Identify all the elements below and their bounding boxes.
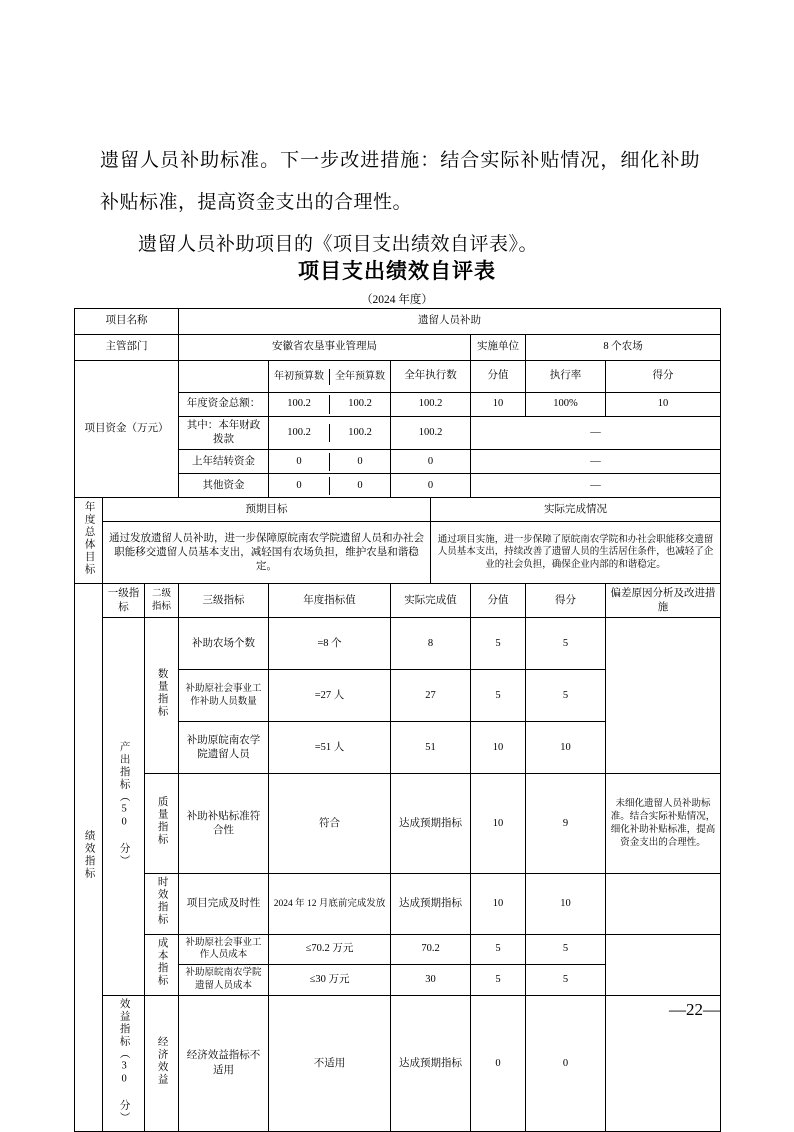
header-score: 得分 [526, 584, 606, 618]
level3-label: 补助补贴标准符合性 [179, 774, 269, 874]
score-value: 5 [471, 934, 526, 965]
score: 5 [526, 934, 606, 965]
paragraph-1: 遗留人员补助标准。下一步改进措施：结合实际补贴情况，细化补助补贴标准，提高资金支出的合理性。 [100, 150, 700, 213]
score-value: 5 [471, 670, 526, 722]
fund-value: — [471, 474, 721, 498]
actual-value: 27 [391, 670, 471, 722]
level3-label: 补助原皖南农学院遗留人员 [179, 722, 269, 774]
header-year-total: 全年预算数 [335, 370, 386, 382]
level3-label: 补助原社会事业工作补助人员数量 [179, 670, 269, 722]
level2-quality [145, 774, 179, 874]
annual-target: =27 人 [269, 670, 391, 722]
score: 0 [526, 995, 606, 1132]
fund-rate: 100% [526, 393, 606, 417]
header-level1: 一级指标 [103, 584, 145, 618]
fund-begin: 100.2 [269, 395, 330, 413]
fund-exec: 0 [391, 450, 471, 474]
fund-begin: 100.2 [269, 424, 330, 442]
annual-target: =8 个 [269, 618, 391, 670]
actual-value: 达成预期指标 [391, 995, 471, 1132]
level3-label: 补助原皖南农学院遗留人员成本 [179, 965, 269, 996]
fund-score: 10 [606, 393, 721, 417]
paragraph-2: 遗留人员补助项目的《项目支出绩效自评表》。 [138, 234, 539, 255]
annual-goal-label [75, 498, 103, 584]
level2-economic-text: 经济效益 [156, 1036, 168, 1087]
actual-value: 51 [391, 722, 471, 774]
output-label-text: 产出指标（50 分） [118, 740, 130, 868]
score: 10 [526, 722, 606, 774]
level3-label: 项目完成及时性 [179, 874, 269, 934]
level2-quantity [145, 618, 179, 774]
analysis [606, 874, 721, 934]
project-name-label: 项目名称 [75, 309, 179, 335]
dept-label: 主管部门 [75, 335, 179, 361]
score-value: 5 [471, 618, 526, 670]
fund-exec: 0 [391, 474, 471, 498]
score: 10 [526, 874, 606, 934]
fund-total: 0 [357, 455, 363, 467]
annual-target: 2024 年 12 月底前完成发放 [269, 874, 391, 934]
header-score: 得分 [606, 361, 721, 393]
body-text [100, 140, 700, 266]
funds-label: 项目资金（万元） [75, 361, 179, 498]
header-year-exec: 全年执行数 [391, 361, 471, 393]
fund-total: 100.2 [348, 427, 372, 439]
annual-goal-label-text: 年度总体目标 [83, 500, 95, 576]
level3-label: 经济效益指标不适用 [179, 995, 269, 1132]
fund-row-budget [269, 393, 391, 417]
score-value: 10 [471, 774, 526, 874]
funds-sub-headers [269, 361, 391, 393]
header-annual-target: 年度指标值 [269, 584, 391, 618]
level2-timeliness [145, 874, 179, 934]
header-exec-rate: 执行率 [526, 361, 606, 393]
dept-value: 安徽省农垦事业管理局 [179, 335, 471, 361]
page-title: 项目支出绩效自评表 [298, 260, 496, 283]
actual-value: 达成预期指标 [391, 874, 471, 934]
perf-label-text: 绩效指标 [83, 830, 95, 881]
fund-begin: 0 [269, 453, 330, 471]
annual-target: 不适用 [269, 995, 391, 1132]
fund-exec: 100.2 [391, 393, 471, 417]
header-level2: 二级指标 [145, 584, 179, 618]
score: 9 [526, 774, 606, 874]
header-value: 分值 [471, 584, 526, 618]
header-level3: 三级指标 [179, 584, 269, 618]
expected-goal-header: 预期目标 [103, 498, 431, 522]
fund-row-name: 其中：本年财政拨款 [179, 417, 269, 450]
expected-goal-text: 通过发放遗留人员补助，进一步保障原皖南农学院遗留人员和办社会职能移交遗留人员基本支出，减轻国有农场负担，维护农垦和谐稳定。 [103, 522, 431, 584]
actual-value: 达成预期指标 [391, 774, 471, 874]
header-analysis: 偏差原因分析及改进措施 [606, 584, 721, 618]
score: 5 [526, 965, 606, 996]
fund-value: — [471, 417, 721, 450]
score-value: 10 [471, 874, 526, 934]
actual-goal-text: 通过项目实施，进一步保障了原皖南农学院和办社会职能移交遗留人员基本支出，持续改善了遗留人员的生活居住条件，也减轻了企业的社会负担，确保企业内部的和谐稳定。 [431, 522, 721, 584]
analysis [606, 618, 721, 774]
header-actual: 实际完成值 [391, 584, 471, 618]
actual-goal-header: 实际完成情况 [431, 498, 721, 522]
annual-target: 符合 [269, 774, 391, 874]
fund-exec: 100.2 [391, 417, 471, 450]
project-name-value: 遗留人员补助 [179, 309, 721, 335]
score: 5 [526, 670, 606, 722]
unit-label: 实施单位 [471, 335, 526, 361]
level2-cost-text: 成本指标 [156, 937, 168, 988]
level3-label: 补助农场个数 [179, 618, 269, 670]
level2-timeliness-text: 时效指标 [156, 876, 168, 927]
fund-begin: 0 [269, 477, 330, 495]
page-number: —22— [669, 1000, 720, 1019]
perf-label [75, 584, 103, 1132]
level2-quantity-text: 数量指标 [156, 668, 168, 719]
page-subtitle: （2024 年度） [361, 294, 433, 306]
level3-label: 补助原社会事业工作人员成本 [179, 934, 269, 965]
fund-total: 100.2 [348, 398, 372, 410]
analysis: 未细化遗留人员补助标准。结合实际补贴情况，细化补助补贴标准，提高资金支出的合理性。 [606, 774, 721, 874]
unit-value: 8 个农场 [526, 335, 721, 361]
score-value: 10 [471, 722, 526, 774]
benefit-label-text: 效益指标（30 分） [118, 997, 130, 1125]
actual-value: 8 [391, 618, 471, 670]
level2-cost [145, 934, 179, 995]
fund-value: 10 [471, 393, 526, 417]
actual-value: 30 [391, 965, 471, 996]
annual-target: =51 人 [269, 722, 391, 774]
fund-row-name: 年度资金总额： [179, 393, 269, 417]
fund-row-name: 其他资金 [179, 474, 269, 498]
fund-row-budget [269, 450, 391, 474]
level2-quality-text: 质量指标 [156, 796, 168, 847]
annual-target: ≤70.2 万元 [269, 934, 391, 965]
score: 5 [526, 618, 606, 670]
header-score-value: 分值 [471, 361, 526, 393]
analysis [606, 934, 721, 995]
fund-row-budget [269, 417, 391, 450]
output-label [103, 618, 145, 995]
score-value: 0 [471, 995, 526, 1132]
annual-target: ≤30 万元 [269, 965, 391, 996]
fund-total: 0 [357, 479, 363, 491]
funds-empty-header [179, 361, 269, 393]
fund-value: — [471, 450, 721, 474]
fund-row-name: 上年结转资金 [179, 450, 269, 474]
actual-value: 70.2 [391, 934, 471, 965]
fund-row-budget [269, 474, 391, 498]
header-year-begin: 年初预算数 [269, 369, 330, 385]
score-value: 5 [471, 965, 526, 996]
